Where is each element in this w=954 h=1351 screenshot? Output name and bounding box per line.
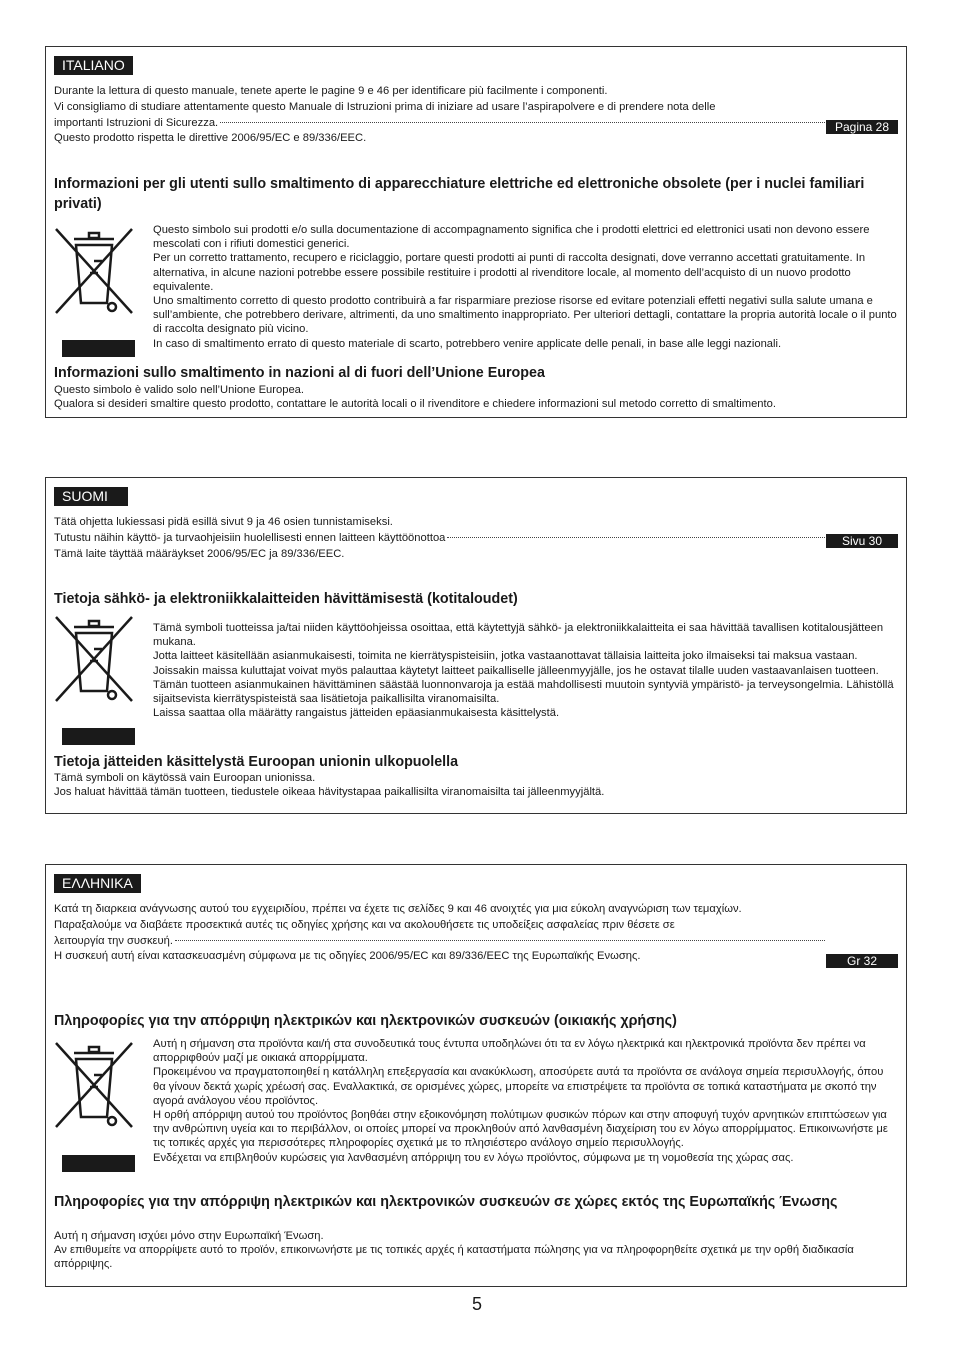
paragraph: Qualora si desideri smaltire questo prodotto, contattare le autorità locali o il rivenditore e chiedere informazioni sul metodo corretto di smaltimento.: [54, 398, 776, 411]
outside-eu-body: [54, 1229, 898, 1272]
disposal-body: [153, 621, 898, 720]
intro-line: Η συσκευή αυτή είναι κατασκευασμένη σύμφωνα με τις οδηγίες 2006/95/EC και 89/336/EEC της Ευρωπαϊκής Ενωσης.: [54, 950, 641, 963]
disposal-body: [153, 1037, 898, 1165]
paragraph: Tämän tuotteen asianmukainen hävittäminen säästää luonnonvaroja ja estää mahdollisesti muutoin syntyviä ympäristö- ja terveysongelmia. Lähistöllä sijaitsevista kierrätyspisteistä saa lisätietoja paikallisilta viranomaisilta.: [153, 678, 894, 706]
intro-line: Κατά τη διαρκεια ανάγνωσης αυτού του εγχειριδίου, πρέπει να έχετε τις σελίδες 9 και 46 ανοιχτές για μια εύκολη αναγνώριση των τεμαχίων.: [54, 903, 742, 915]
page-number: 5: [471, 1294, 482, 1314]
finnish-section: [45, 477, 907, 814]
intro-line: Tutustu näihin käyttö- ja turvaohjeisiin huolellisesti ennen laitteen käyttöönottoa: [54, 531, 446, 544]
dot-leader: [220, 122, 825, 123]
paragraph: Laissa saattaa olla määrätty rangaistus jätteiden epäasianmukaisesta käsittelystä.: [153, 707, 560, 720]
greek-section: [45, 864, 907, 1287]
paragraph: Αυτή η σήμανση στα προϊόντα και/ή στα συνοδευτικά τους έντυπα υποδηλώνει ότι τα εν λόγω ηλεκτρικά και ηλεκτρονικά προϊόντα δεν πρέπει να απορριφθούν μαζί με οικιακά απορρίμματα.: [153, 1038, 866, 1065]
heading-disposal: Informazioni per gli utenti sullo smaltimento di apparecchiature elettriche ed elettroniche obsolete (per i nuclei familiari privati): [54, 176, 865, 212]
intro-line: Tämä laite täyttää määräykset 2006/95/EC ja 89/336/EEC.: [54, 547, 345, 560]
symbol-black-bar: [62, 728, 135, 745]
language-tag-finnish: SUOMI: [54, 487, 128, 506]
symbol-black-bar: [62, 340, 135, 357]
disposal-body: [153, 223, 898, 351]
heading-outside-eu: Informazioni sullo smaltimento in nazioni al di fuori dell’Unione Europea: [54, 365, 545, 381]
intro-line: Questo prodotto rispetta le direttive 2006/95/EC e 89/336/EEC.: [54, 132, 367, 145]
intro-italian: [54, 84, 898, 147]
paragraph: Αυτή η σήμανση ισχύει μόνο στην Ευρωπαϊκή Ένωση.: [54, 1230, 324, 1242]
paragraph: Αν επιθυμείτε να απορρίψετε αυτό το προϊόν, επικοινωνήστε με τις τοπικές αρχές ή καταστήματα πώλησης για να πληροφορηθείτε σχετικά με την ορθή διαδικασία απόρριψης.: [54, 1244, 854, 1271]
paragraph: Tämä symboli tuotteissa ja/tai niiden käyttöohjeissa osoittaa, että käytettyjä sähkö- ja elektroniikkalaitteita ei saa hävittää tavallisen kotitalousjätteen mukana.: [153, 622, 884, 649]
paragraph: Προκειμένου να πραγματοποιηθεί η κατάλληλη επεξεργασία και ανακύκλωση, αποσύρετε αυτά τα προϊόντα σε ανάλογα σημεία περισυλλογής, όπου θα γίνουν δεκτά χωρίς χρέωσή σας. Εναλλακτικά, σε ορισμένες χώρες, μπορείτε να επιστρέψετε τα προϊόντα σε τοπικά καταστήματα με σκοπό την αγορά ανάλογου νέου προϊόντος.: [153, 1066, 884, 1107]
intro-line: λειτουργία την συσκευή.: [54, 934, 173, 947]
crossed-out-wheelie-bin-icon: [54, 1035, 136, 1135]
intro-dotted-line: [54, 934, 825, 950]
weee-symbol: [54, 613, 136, 743]
heading-disposal: Tietoja sähkö- ja elektroniikkalaitteiden hävittämisestä (kotitaloudet): [54, 591, 518, 607]
dot-leader: [175, 940, 825, 941]
intro-dotted-line: [54, 531, 825, 547]
page-reference: Sivu 30: [826, 534, 898, 548]
paragraph: Ενδέχεται να επιβληθούν κυρώσεις για λανθασμένη απόρριψη του εν λόγω προϊόντος, σύμφωνα με τη νομοθεσία της χώρας σας.: [153, 1151, 794, 1164]
paragraph: Jos haluat hävittää tämän tuotteen, tiedustele oikeaa hävitystapaa paikallisilta viranomaisilta tai jälleenmyyjältä.: [54, 786, 605, 799]
symbol-black-bar: [62, 1155, 135, 1172]
crossed-out-wheelie-bin-icon: [54, 613, 136, 713]
crossed-out-wheelie-bin-icon: [54, 225, 136, 325]
language-tag-greek: ΕΛΛΗΝΙΚΑ: [54, 874, 141, 893]
paragraph: Tämä symboli on käytössä vain Euroopan unionissa.: [54, 772, 316, 784]
weee-symbol: [54, 225, 136, 355]
intro-line: Παραξαλούμε να διαβάετε προσεκτικά αυτές τις οδηγίες χρήσης και να ακολουθήσετε τις υποδείξεις ασφαλείας πριν θέσετε σε: [54, 918, 675, 931]
weee-symbol: [54, 1035, 136, 1165]
paragraph: Questo simbolo è valido solo nell’Unione Europea.: [54, 384, 305, 396]
intro-line: Durante la lettura di questo manuale, tenete aperte le pagine 9 e 46 per identificare più facilmente i componenti.: [54, 85, 608, 97]
paragraph: In caso di smaltimento errato di questo materiale di scarto, potrebbero venire applicate delle penali, in base alle leggi nazionali.: [153, 337, 782, 350]
paragraph: Η ορθή απόρριψη αυτού του προϊόντος βοηθάει στην εξοικονόμηση πολύτιμων φυσικών πόρων και στην αποφυγή τυχόν αρνητικών επιπτώσεων για την ανθρώπινη υγεία και το περιβάλλον, οι οποίες μπορεί να προκληθούν από λανθασμένη διαχείριση του εν λόγω απορρίμματος. Επικοινωνήστε με τις τοπικές αρχές για περισσότερες πληροφορίες σχετικά με το πλησιέστερο ανάλογο σημείο περισυλλογής.: [153, 1109, 888, 1150]
heading-disposal: Πληροφορίες για την απόρριψη ηλεκτρικών και ηλεκτρονικών συσκευών (οικιακής χρήσης): [54, 1013, 677, 1029]
intro-line: Tätä ohjetta lukiessasi pidä esillä sivut 9 ja 46 osien tunnistamiseksi.: [54, 516, 393, 528]
paragraph: Questo simbolo sui prodotti e/o sulla documentazione di accompagnamento significa che i prodotti elettrici ed elettronici usati non devono essere mescolati con i rifiuti domestici generici.: [153, 224, 870, 251]
intro-finnish: [54, 515, 898, 562]
outside-eu-body: [54, 771, 898, 799]
intro-line: Vi consigliamo di studiare attentamente questo Manuale di Istruzioni prima di iniziare ad usare l’aspirapolvere e di prendere nota delle: [54, 100, 716, 113]
paragraph: Per un corretto trattamento, recupero e riciclaggio, portare questi prodotti ai punti di raccolta designati, dove verranno accettati gratuitamente. In alternativa, in alcune nazioni potrebbe essere possibile restituire i prodotti al rivenditore locale, al momento dell’acquisto di un nuovo prodotto equivalente.: [153, 252, 866, 293]
intro-line: importanti Istruzioni di Sicurezza.: [54, 116, 219, 129]
outside-eu-body: [54, 383, 898, 411]
paragraph: Jotta laitteet käsitellään asianmukaisesti, toimita ne kierrätyspisteisiin, jotka vastaanottavat tällaisia laitteita joko ilmaiseksi tai maksua vastaan. Joissakin maissa kuluttajat voivat myös palauttaa käytetyt laitteet paikalliselle jälleenmyyjälle, jos he ostavat tilalle uuden vastaavanlaisen tuotteen.: [153, 650, 879, 677]
dot-leader: [447, 537, 825, 538]
page-reference: Pagina 28: [826, 120, 898, 134]
heading-outside-eu: Πληροφορίες για την απόρριψη ηλεκτρικών και ηλεκτρονικών συσκευών σε χώρες εκτός της Ευρωπαϊκής Ένωσης: [54, 1194, 838, 1210]
italian-section: [45, 46, 907, 418]
intro-dotted-line: [54, 116, 825, 132]
heading-outside-eu: Tietoja jätteiden käsittelystä Euroopan unionin ulkopuolella: [54, 754, 459, 770]
paragraph: Uno smaltimento corretto di questo prodotto contribuirà a far risparmiare preziose risorse ed evitare potenziali effetti negativi sulla salute umana e sull’ambiente, che potrebbero derivare, altrimenti, da uno smaltimento inappropriato. Per ulteriori dettagli, contattare la propria autorità locale o il punto di raccolta designato più vicino.: [153, 295, 897, 336]
intro-greek: [54, 902, 898, 965]
page-reference: Gr 32: [826, 954, 898, 968]
language-tag-italian: ITALIANO: [54, 56, 133, 75]
